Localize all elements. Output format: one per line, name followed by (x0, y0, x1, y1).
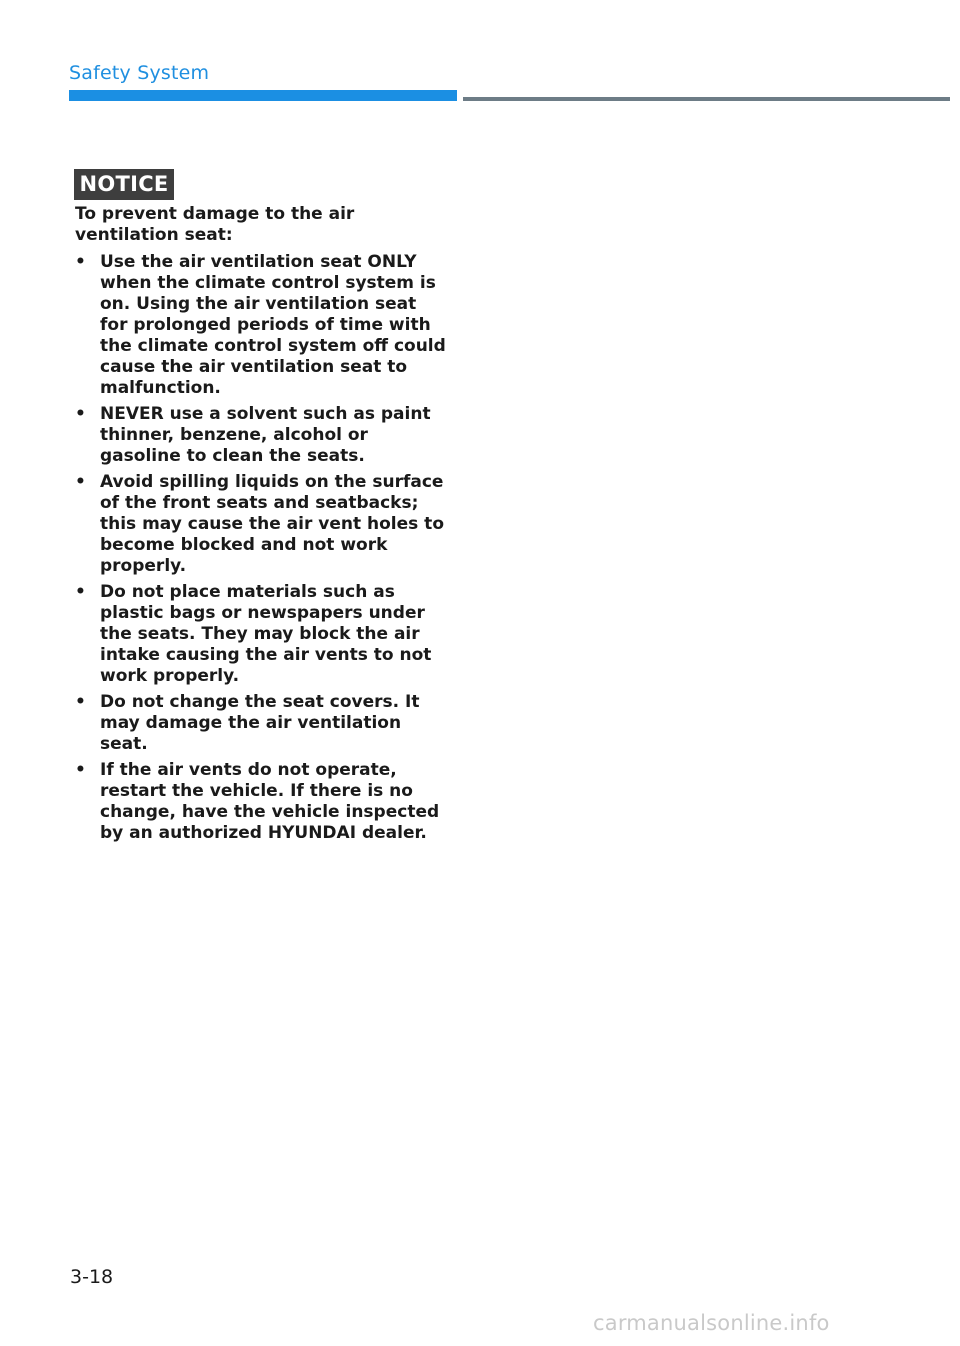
list-item (75, 582, 447, 687)
header-rule-accent (69, 90, 457, 101)
list-item (75, 760, 447, 844)
list-item (75, 252, 447, 399)
list-item-text: If the air vents do not operate, restart the vehicle. If there is no change, have the vehicle inspected by an authorized HYUNDAI dealer. (100, 760, 440, 843)
bullet-icon: • (75, 472, 86, 492)
bullet-icon: • (75, 760, 86, 780)
bullet-icon: • (75, 582, 86, 602)
header-rule-gray (463, 97, 950, 101)
notice-body (75, 204, 447, 849)
list-item-text: Do not place materials such as plastic bags or newspapers under the seats. They may block the air intake causing the air vents to not work properly. (100, 582, 432, 686)
bullet-icon: • (75, 692, 86, 712)
list-item (75, 472, 447, 577)
bullet-icon: • (75, 252, 86, 272)
list-item (75, 404, 447, 467)
notice-intro: To prevent damage to the air ventilation seat: (75, 204, 355, 245)
notice-bullet-list (75, 252, 447, 844)
list-item-text: Use the air ventilation seat ONLY when the climate control system is on. Using the air ventilation seat for prolonged periods of time with the climate control system off could cause the air ventilation seat to malfunction. (100, 252, 446, 398)
list-item-text: NEVER use a solvent such as paint thinner, benzene, alcohol or gasoline to clean the seats. (100, 404, 431, 466)
list-item (75, 692, 447, 755)
page-number: 3-18 (70, 1266, 114, 1288)
list-item-text: Do not change the seat covers. It may damage the air ventilation seat. (100, 692, 420, 754)
bullet-icon: • (75, 404, 86, 424)
list-item-text: Avoid spilling liquids on the surface of the front seats and seatbacks; this may cause the air vent holes to become blocked and not work properly. (100, 472, 444, 576)
section-title: Safety System (69, 62, 210, 84)
watermark: carmanualsonline.info (593, 1311, 830, 1335)
notice-badge: NOTICE (74, 169, 174, 200)
